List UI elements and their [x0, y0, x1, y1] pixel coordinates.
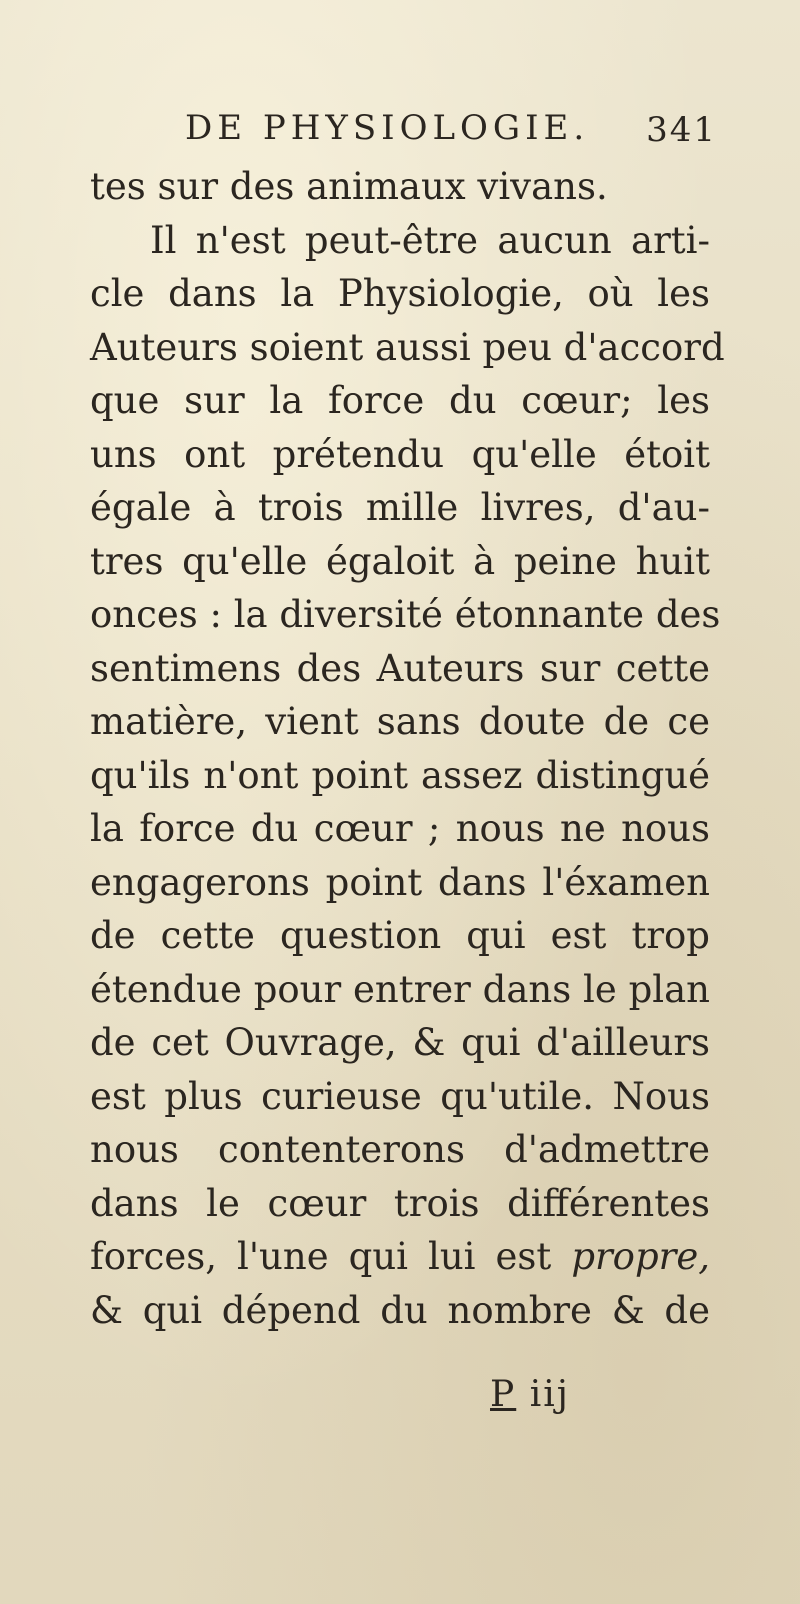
text-line: cle dans la Physiologie, où les [90, 272, 710, 315]
body-text [90, 160, 725, 1337]
text-line: la force du cœur ; nous ne nous [90, 807, 710, 850]
text-line: uns ont prétendu qu'elle étoit [90, 432, 710, 476]
signature-letter: P [490, 1374, 517, 1415]
text-line-start: forces, l'une qui lui est [90, 1235, 552, 1278]
text-line: que sur la force du cœur; les [90, 379, 710, 422]
text-line: dans le cœur trois différentes [90, 1181, 710, 1225]
text-line: de cet Ouvrage, & qui d'ailleurs [90, 1021, 710, 1064]
text-line: égale à trois mille livres, d'au- [90, 486, 710, 529]
running-title: DE PHYSIOLOGIE. [185, 108, 590, 148]
text-line: & qui dépend du nombre & de [90, 1288, 710, 1332]
text-line: étendue pour entrer dans le plan [90, 967, 710, 1011]
text-line [90, 1230, 710, 1284]
text-line: tres qu'elle égaloit à peine huit [90, 539, 710, 583]
text-line: Il n'est peut-être aucun arti- [150, 218, 710, 262]
text-line: engagerons point dans l'éxamen [90, 860, 710, 904]
italic-word: propre, [571, 1235, 710, 1278]
text-line: nous contenterons d'admettre [90, 1128, 710, 1171]
text-line: matière, vient sans doute de ce [90, 700, 710, 743]
page-number: 341 [646, 110, 717, 150]
text-line: tes sur des animaux vivans. [90, 165, 608, 208]
signature-roman: iij [529, 1374, 570, 1415]
text-line: est plus curieuse qu'utile. Nous [90, 1074, 710, 1118]
signature-mark [490, 1374, 570, 1415]
text-line: Auteurs soient aussi peu d'accord [90, 325, 725, 369]
running-header [185, 108, 725, 164]
text-line: qu'ils n'ont point assez distingué [90, 753, 710, 797]
text-line: de cette question qui est trop [90, 914, 710, 957]
text-line: onces : la diversité étonnante des [90, 593, 721, 636]
text-line: sentimens des Auteurs sur cette [90, 646, 710, 690]
